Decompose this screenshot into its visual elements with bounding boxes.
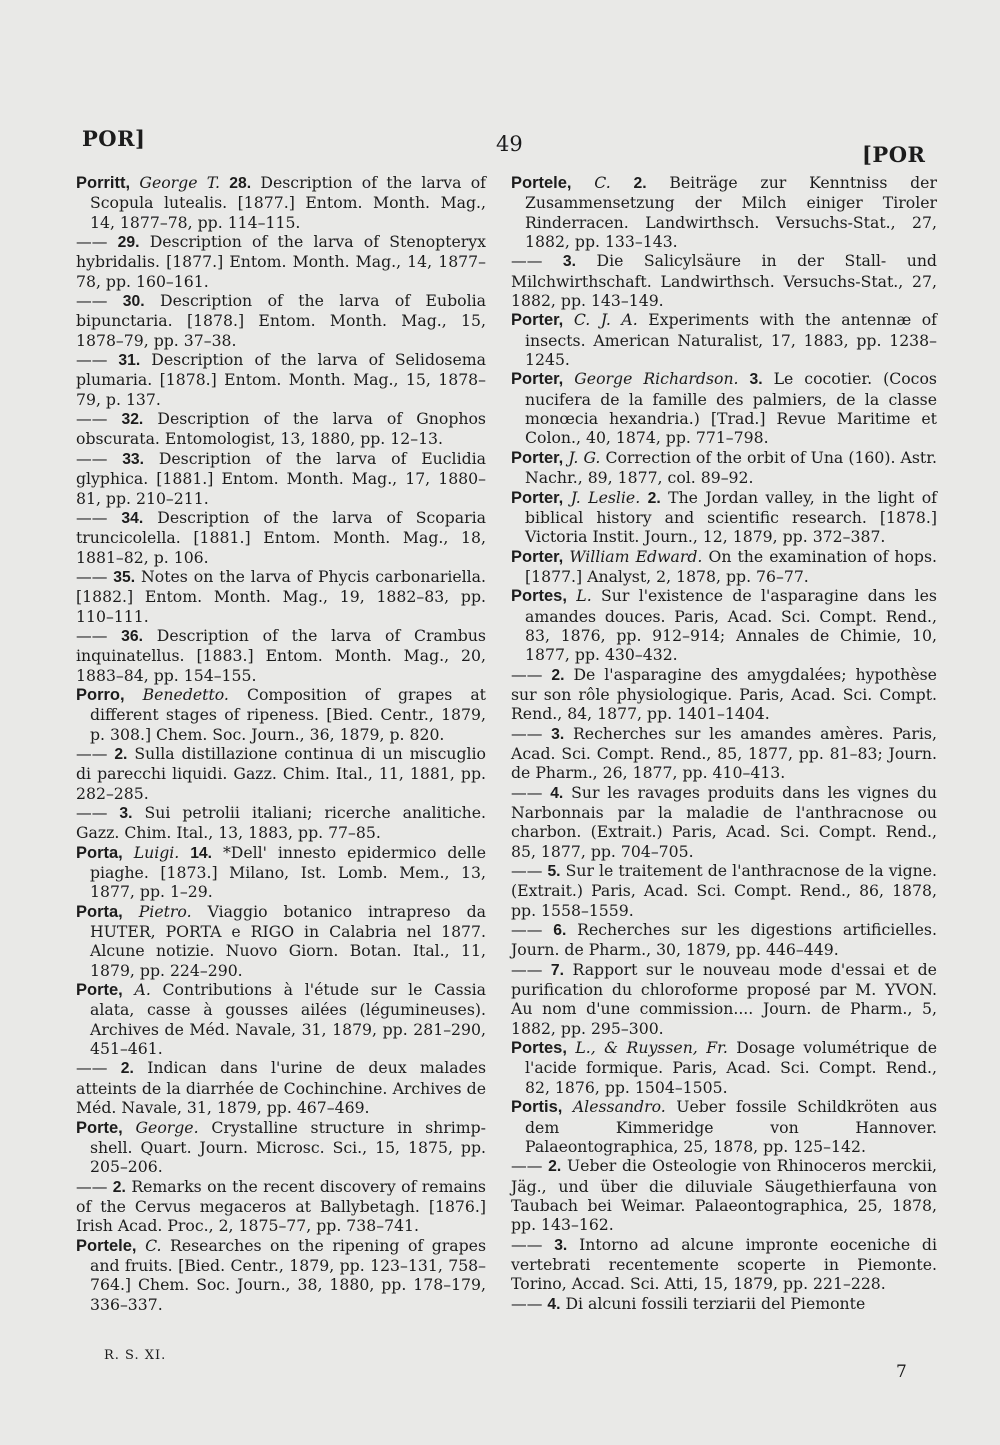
catalogue-entry: [76, 803, 486, 843]
catalogue-entry: [76, 173, 486, 232]
catalogue-entry: [511, 547, 937, 587]
entry-text: Beiträge zur Kenntniss der Zusammensetzung der Milch einiger Tiroler Rinderracen. Landwirthsch. Versuchs-Stat., 27, 1882, pp. 133–143.: [525, 173, 937, 252]
ditto-dash: ——: [76, 409, 108, 429]
entry-text: Description of the larva of Scopula lutealis. [1877.] Entom. Month. Mag., 14, 1877–78, pp. 114–115.: [90, 173, 486, 232]
entry-text: The Jordan valley, in the light of biblical history and scientific research. [1878.] Victoria Instit. Journ., 12, 1879, pp. 372–387.: [525, 487, 937, 547]
entry-text: Le cocotier. (Cocos nucifera de la famille des palmiers, de la classe monœcia hexandria.) [Trad.] Revue Maritime et Colon., 40, 1874, pp. 771–798.: [525, 369, 937, 448]
catalogue-entry: [76, 685, 486, 744]
catalogue-entry: [511, 783, 937, 861]
catalogue-entry: [511, 369, 937, 447]
entry-number: 3.: [119, 805, 133, 822]
catalogue-entry: [76, 1058, 486, 1117]
entry-number: 2.: [551, 666, 565, 684]
entry-text: Recherches sur les amandes amères. Paris, Acad. Sci. Compt. Rend., 85, 1877, pp. 81–83; Journ. de Pharm., 26, 1877, pp. 410–413.: [511, 723, 937, 783]
catalogue-entry: [511, 665, 937, 724]
entry-text: Sur les ravages produits dans les vignes du Narbonnais par la maladie de l'anthracnose ou charbon. (Extrait.) Paris, Acad. Sci. Compt. Rend., 85, 1877, pp. 704–705.: [511, 782, 937, 861]
catalogue-entry: [511, 1156, 937, 1234]
catalogue-entry: [76, 508, 486, 567]
entry-text: *Dell' innesto epidermico delle piaghe. [1873.] Milano, Ist. Lomb. Mem., 13, 1877, pp. 1–29.: [90, 842, 486, 902]
ditto-dash: ——: [76, 291, 108, 311]
entry-number: 35.: [113, 568, 136, 586]
ditto-dash: ——: [511, 1234, 543, 1254]
catalogue-entry: [511, 960, 937, 1038]
entry-number: 3.: [562, 253, 576, 271]
catalogue-entry: [76, 567, 486, 626]
catalogue-entry: [511, 1038, 937, 1097]
catalogue-entry: [511, 251, 937, 310]
catalogue-entry: [511, 1235, 937, 1294]
entry-number: 14.: [190, 844, 213, 862]
entry-given-name: George.: [135, 1117, 199, 1137]
entry-author: Portele,: [76, 1236, 137, 1255]
entry-given-name: George Richardson.: [574, 369, 739, 389]
entry-text: Di alcuni fossili terziarii del Piemonte: [565, 1293, 866, 1313]
ditto-dash: ——: [76, 1176, 108, 1196]
entry-text: Description of the larva of Crambus inquinatellus. [1883.] Entom. Month. Mag., 20, 1883–84, pp. 154–155.: [76, 625, 486, 685]
entry-text: Dosage volumétrique de l'acide formique. Paris, Acad. Sci. Compt. Rend., 82, 1876, pp. 1504–1505.: [525, 1038, 937, 1097]
entry-author: Portes,: [511, 1039, 567, 1058]
entry-text: On the examination of hops. [1877.] Analyst, 2, 1878, pp. 76–77.: [525, 546, 937, 586]
catalogue-entry: [511, 920, 937, 960]
entry-number: 34.: [121, 509, 144, 527]
entry-text: Viaggio botanico intrapreso da HUTER, PORTA e RIGO in Calabria nel 1877. Alcune notizie. Nuovo Giorn. Botan. Ital., 11, 1879, pp. 224–290.: [90, 901, 486, 980]
entry-number: 33.: [122, 450, 144, 468]
entry-text: Ueber die Osteologie von Rhinoceros merckii, Jäg., und über die diluviale Säugethierfauna von Taubach bei Weimar. Palaeontographica, 25, 1878, pp. 143–162.: [511, 1156, 937, 1235]
entry-number: 2.: [114, 745, 128, 763]
entry-given-name: Luigi.: [133, 842, 180, 862]
entry-author: Porte,: [76, 981, 123, 1000]
entry-given-name: George T.: [139, 173, 220, 192]
entry-number: 3.: [554, 1236, 568, 1254]
ditto-dash: ——: [76, 566, 108, 586]
entry-given-name: J. G.: [568, 447, 601, 467]
catalogue-entry: [511, 724, 937, 783]
entry-author: Porter,: [511, 370, 564, 389]
entry-number: 36.: [121, 627, 143, 645]
sheet-number: 7: [896, 1362, 907, 1382]
entry-text: Description of the larva of Eubolia bipunctaria. [1878.] Entom. Month. Mag., 15, 1878–79, pp. 37–38.: [76, 291, 486, 350]
page-number: 49: [496, 132, 523, 156]
entry-text: Description of the larva of Selidosema plumaria. [1878.] Entom. Month. Mag., 15, 1878–79, p. 137.: [76, 350, 486, 409]
catalogue-entry: [76, 980, 486, 1058]
entry-given-name: C. J. A.: [573, 310, 638, 330]
entry-author: Porter,: [511, 311, 564, 330]
entry-author: Porter,: [511, 488, 564, 507]
catalogue-entry: [76, 449, 486, 508]
entry-text: Recherches sur les digestions artificielles. Journ. de Pharm., 30, 1879, pp. 446–449.: [511, 920, 937, 960]
catalogue-entry: [76, 232, 486, 291]
ditto-dash: ——: [511, 723, 543, 743]
running-head-left: POR]: [82, 126, 146, 151]
entry-author: Porta,: [76, 843, 123, 862]
catalogue-entry: [76, 744, 486, 803]
entry-text: Experiments with the antennæ of insects. American Naturalist, 17, 1883, pp. 1238–1245.: [525, 310, 937, 370]
entry-text: Crystalline structure in shrimp-shell. Quart. Journ. Microsc. Sci., 15, 1875, pp. 205–206.: [90, 1117, 486, 1177]
ditto-dash: ——: [76, 448, 108, 468]
catalogue-entry: [76, 1236, 486, 1314]
ditto-dash: ——: [76, 507, 108, 527]
ditto-dash: ——: [76, 803, 108, 822]
entry-author: Porte,: [76, 1118, 123, 1137]
entry-author: Portis,: [511, 1098, 563, 1117]
entry-author: Porritt,: [76, 174, 131, 192]
entry-number: 6.: [553, 922, 567, 940]
entry-given-name: L., & Ruyssen, Fr.: [575, 1038, 728, 1058]
catalogue-entry: [511, 173, 937, 251]
entry-author: Portes,: [511, 587, 567, 606]
entry-number: 31.: [118, 352, 141, 370]
ditto-dash: ——: [76, 232, 108, 252]
entry-given-name: L.: [576, 586, 592, 606]
entry-given-name: C.: [594, 173, 611, 192]
entry-author: Porter,: [511, 547, 564, 566]
entry-number: 7.: [550, 961, 564, 979]
entry-text: Notes on the larva of Phycis carbonariella. [1882.] Entom. Month. Mag., 19, 1882–83, pp. 110–111.: [76, 566, 486, 626]
ditto-dash: ——: [511, 1293, 543, 1313]
entry-text: Description of the larva of Scoparia truncicolella. [1881.] Entom. Month. Mag., 18, 1881–82, p. 106.: [76, 507, 486, 567]
entry-given-name: J. Leslie.: [570, 487, 641, 507]
entry-number: 2.: [120, 1060, 134, 1078]
ditto-dash: ——: [511, 861, 543, 881]
ditto-dash: ——: [511, 959, 543, 979]
entry-number: 2.: [548, 1158, 562, 1176]
entry-given-name: A.: [134, 980, 151, 1000]
entry-text: Sui petrolii italiani; ricerche analitiche. Gazz. Chim. Ital., 13, 1883, pp. 77–85.: [76, 803, 486, 843]
entry-text: Intorno ad alcune impronte eoceniche di vertebrati recentemente scoperte in Piemonte. Torino, Accad. Sci. Atti, 15, 1879, pp. 221–228.: [511, 1234, 937, 1294]
catalogue-entry: [511, 586, 937, 664]
ditto-dash: ——: [511, 920, 543, 940]
ditto-dash: ——: [76, 1058, 108, 1078]
ditto-dash: ——: [511, 1156, 543, 1176]
entry-given-name: Pietro.: [138, 901, 192, 921]
ditto-dash: ——: [511, 251, 543, 271]
entry-number: 29.: [117, 234, 140, 252]
entry-given-name: C.: [145, 1235, 162, 1255]
entry-text: Description of the larva of Euclidia glyphica. [1881.] Entom. Month. Mag., 17, 1880–81, pp. 210–211.: [76, 448, 486, 508]
entry-text: Composition of grapes at different stages of ripeness. [Bied. Centr., 1879, p. 308.] Chem. Soc. Journ., 36, 1879, p. 820.: [90, 684, 486, 744]
catalogue-entry: [76, 291, 486, 350]
entry-number: 3.: [551, 725, 565, 743]
entry-author: Porro,: [76, 685, 125, 704]
entry-given-name: Alessandro.: [572, 1097, 666, 1117]
entry-text: Die Salicylsäure in der Stall- und Milchwirthschaft. Landwirthsch. Versuchs-Stat., 27, 1882, pp. 143–149.: [511, 251, 937, 311]
signature-mark: R. S. XI.: [104, 1348, 167, 1363]
ditto-dash: ——: [76, 743, 108, 763]
entry-text: Description of the larva of Stenopteryx hybridalis. [1877.] Entom. Month. Mag., 14, 1877–78, pp. 160–161.: [76, 232, 486, 291]
entry-text: Remarks on the recent discovery of remains of the Cervus megaceros at Ballybetagh. [1876.] Irish Acad. Proc., 2, 1875–77, pp. 738–741.: [76, 1176, 486, 1236]
right-column: [511, 173, 937, 1314]
entry-number: 2.: [647, 489, 661, 507]
left-column: [76, 173, 486, 1314]
entry-given-name: William Edward.: [569, 546, 703, 566]
entry-text: Sur l'existence de l'asparagine dans les amandes douces. Paris, Acad. Sci. Compt. Rend., 83, 1876, pp. 912–914; Annales de Chimie, 10, 1877, pp. 430–432.: [525, 586, 937, 665]
entry-text: Contributions à l'étude sur le Cassia alata, casse à gousses ailées (légumineuses). Archives de Méd. Navale, 31, 1879, pp. 281–290, 451–461.: [90, 980, 486, 1059]
entry-text: Correction of the orbit of Una (160). Astr. Nachr., 89, 1877, col. 89–92.: [525, 447, 937, 488]
entry-text: Sur le traitement de l'anthracnose de la vigne. (Extrait.) Paris, Acad. Sci. Compt. Rend., 86, 1878, pp. 1558–1559.: [511, 861, 937, 920]
running-head-right: [POR: [862, 142, 926, 167]
catalogue-entry: [511, 1097, 937, 1156]
entry-text: Sulla distillazione continua di un miscuglio di parecchi liquidi. Gazz. Chim. Ital., 11, 1881, pp. 282–285.: [76, 743, 486, 803]
entry-number: 2.: [633, 175, 647, 192]
ditto-dash: ——: [511, 782, 543, 802]
entry-text: Description of the larva of Gnophos obscurata. Entomologist, 13, 1880, pp. 12–13.: [76, 409, 486, 449]
catalogue-entry: [511, 310, 937, 369]
catalogue-entry: [76, 902, 486, 980]
catalogue-entry: [76, 626, 486, 685]
entry-number: 2.: [112, 1178, 126, 1196]
entry-number: 3.: [749, 371, 763, 389]
catalogue-entry: [76, 1177, 486, 1236]
entry-number: 28.: [229, 175, 252, 192]
catalogue-entry: [76, 843, 486, 902]
entry-text: De l'asparagine des amygdalées; hypothèse sur son rôle physiologique. Paris, Acad. Sci. Compt. Rend., 84, 1877, pp. 1401–1404.: [511, 664, 937, 724]
catalogue-entry: [511, 1294, 937, 1314]
entry-number: 4.: [550, 784, 564, 802]
entry-text: Ueber fossile Schildkröten aus dem Kimmeridge von Hannover. Palaeontographica, 25, 1878, pp. 125–142.: [525, 1097, 937, 1156]
catalogue-entry: [76, 350, 486, 409]
catalogue-entry: [76, 1118, 486, 1177]
ditto-dash: ——: [76, 350, 108, 370]
entry-text: Researches on the ripening of grapes and fruits. [Bied. Centr., 1879, pp. 123–131, 758–764.] Chem. Soc. Journ., 38, 1880, pp. 178–179, 336–337.: [90, 1235, 486, 1314]
catalogue-entry: [511, 448, 937, 488]
catalogue-entry: [76, 409, 486, 449]
entry-given-name: Benedetto.: [142, 684, 229, 704]
entry-number: 5.: [547, 863, 561, 881]
catalogue-entry: [511, 488, 937, 547]
entry-number: 30.: [122, 293, 145, 311]
entry-number: 32.: [121, 411, 144, 429]
ditto-dash: ——: [76, 625, 108, 645]
entry-text: Indican dans l'urine de deux malades atteints de la diarrhée de Cochinchine. Archives de Méd. Navale, 31, 1879, pp. 467–469.: [76, 1058, 486, 1118]
entry-number: 4.: [547, 1295, 561, 1313]
entry-author: Portele,: [511, 174, 572, 192]
ditto-dash: ——: [511, 664, 543, 684]
entry-text: Rapport sur le nouveau mode d'essai et de purification du chloroforme proposé par M. YVON. Au nom d'une commission.... Journ. de Pharm., 5, 1882, pp. 295–300.: [511, 959, 937, 1038]
catalogue-entry: [511, 861, 937, 920]
entry-author: Porta,: [76, 902, 123, 921]
entry-author: Porter,: [511, 448, 564, 467]
